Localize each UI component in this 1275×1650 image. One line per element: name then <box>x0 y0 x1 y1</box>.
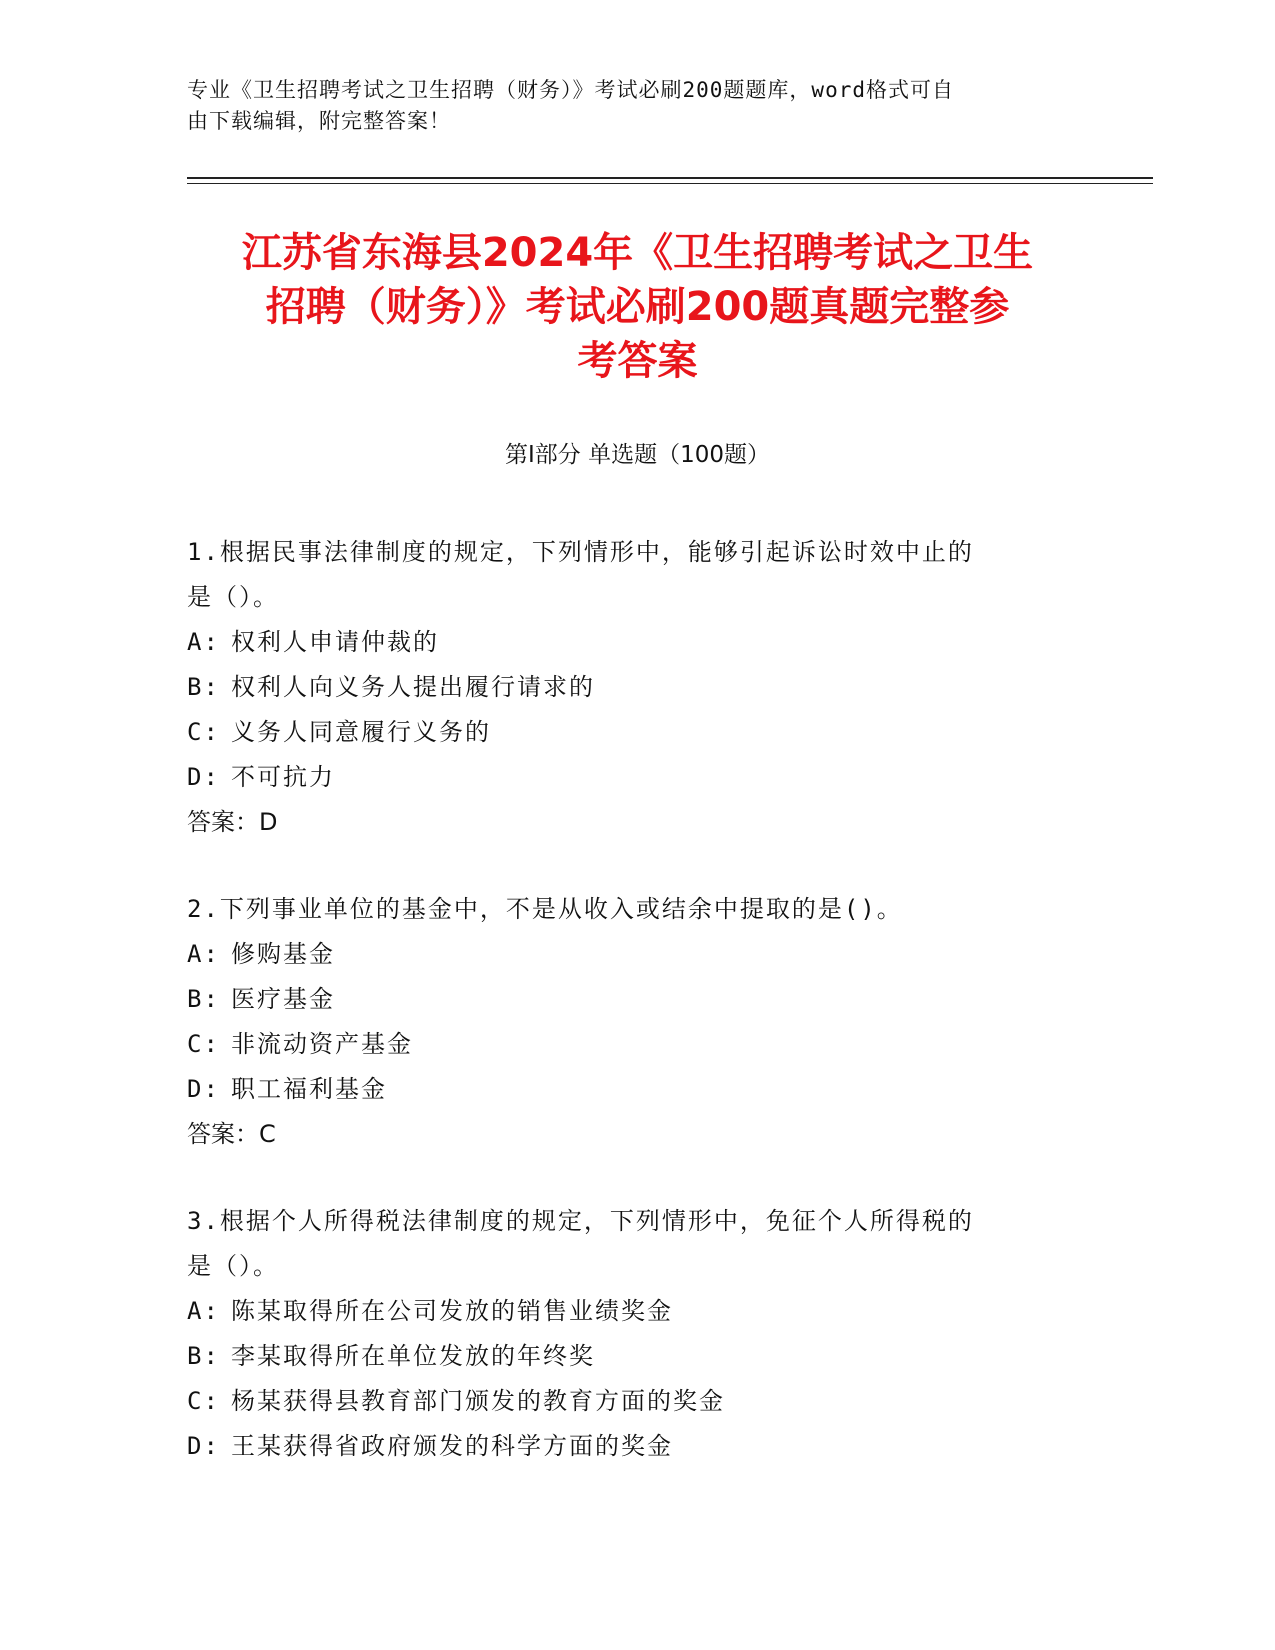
option-c <box>187 1379 1067 1424</box>
option-key: A: <box>187 1297 220 1325</box>
document-title-line-2: 招聘（财务）》考试必刷200题真题完整参 <box>265 284 1010 330</box>
option-d <box>187 1424 1067 1469</box>
option-key: A: <box>187 940 220 968</box>
header-note-line-1: 专业《卫生招聘考试之卫生招聘（财务）》考试必刷200题题库，word格式可自 <box>187 78 954 102</box>
option-d <box>187 1067 1067 1112</box>
header-divider-thin <box>187 183 1153 184</box>
option-c <box>187 710 1067 755</box>
option-text: 医疗基金 <box>231 985 335 1013</box>
question-1 <box>187 530 1067 845</box>
option-key: D: <box>187 1432 220 1460</box>
section-title: 第Ⅰ部分 单选题（100题） <box>505 442 770 468</box>
answer: 答案：D <box>187 808 278 836</box>
option-text: 权利人向义务人提出履行请求的 <box>231 673 595 701</box>
question-stem: 1.根据民事法律制度的规定，下列情形中，能够引起诉讼时效中止的 <box>187 538 974 566</box>
option-b <box>187 977 1067 1022</box>
option-text: 陈某取得所在公司发放的销售业绩奖金 <box>231 1297 673 1325</box>
option-text: 杨某获得县教育部门颁发的教育方面的奖金 <box>231 1387 725 1415</box>
option-key: D: <box>187 763 220 791</box>
option-c <box>187 1022 1067 1067</box>
question-stem: 3.根据个人所得税法律制度的规定，下列情形中，免征个人所得税的 <box>187 1207 974 1235</box>
option-b <box>187 1334 1067 1379</box>
option-key: B: <box>187 673 220 701</box>
option-a <box>187 932 1067 977</box>
option-text: 王某获得省政府颁发的科学方面的奖金 <box>231 1432 673 1460</box>
option-key: A: <box>187 628 220 656</box>
answer: 答案：C <box>187 1120 276 1148</box>
option-key: C: <box>187 1030 220 1058</box>
header-note-line-2: 由下载编辑，附完整答案！ <box>187 109 451 133</box>
question-stem: 2.下列事业单位的基金中，不是从收入或结余中提取的是()。 <box>187 895 903 923</box>
option-text: 非流动资产基金 <box>231 1030 413 1058</box>
document-title <box>170 226 1105 388</box>
header-note <box>187 75 1087 137</box>
option-a <box>187 620 1067 665</box>
question-stem-continued: 是（）。 <box>187 1252 279 1280</box>
header-divider-thick <box>187 177 1153 179</box>
document-title-line-1: 江苏省东海县2024年《卫生招聘考试之卫生 <box>241 230 1034 276</box>
question-stem-continued: 是（）。 <box>187 583 279 611</box>
option-text: 不可抗力 <box>231 763 335 791</box>
option-a <box>187 1289 1067 1334</box>
option-b <box>187 665 1067 710</box>
option-text: 职工福利基金 <box>231 1075 387 1103</box>
option-d <box>187 755 1067 800</box>
option-key: B: <box>187 1342 220 1370</box>
option-text: 权利人申请仲裁的 <box>231 628 439 656</box>
question-2 <box>187 887 1067 1157</box>
option-key: C: <box>187 1387 220 1415</box>
document-title-line-3: 考答案 <box>577 338 698 384</box>
option-text: 修购基金 <box>231 940 335 968</box>
option-key: C: <box>187 718 220 746</box>
option-text: 义务人同意履行义务的 <box>231 718 491 746</box>
option-text: 李某取得所在单位发放的年终奖 <box>231 1342 595 1370</box>
question-list <box>187 530 1067 1511</box>
option-key: D: <box>187 1075 220 1103</box>
option-key: B: <box>187 985 220 1013</box>
question-3 <box>187 1199 1067 1469</box>
